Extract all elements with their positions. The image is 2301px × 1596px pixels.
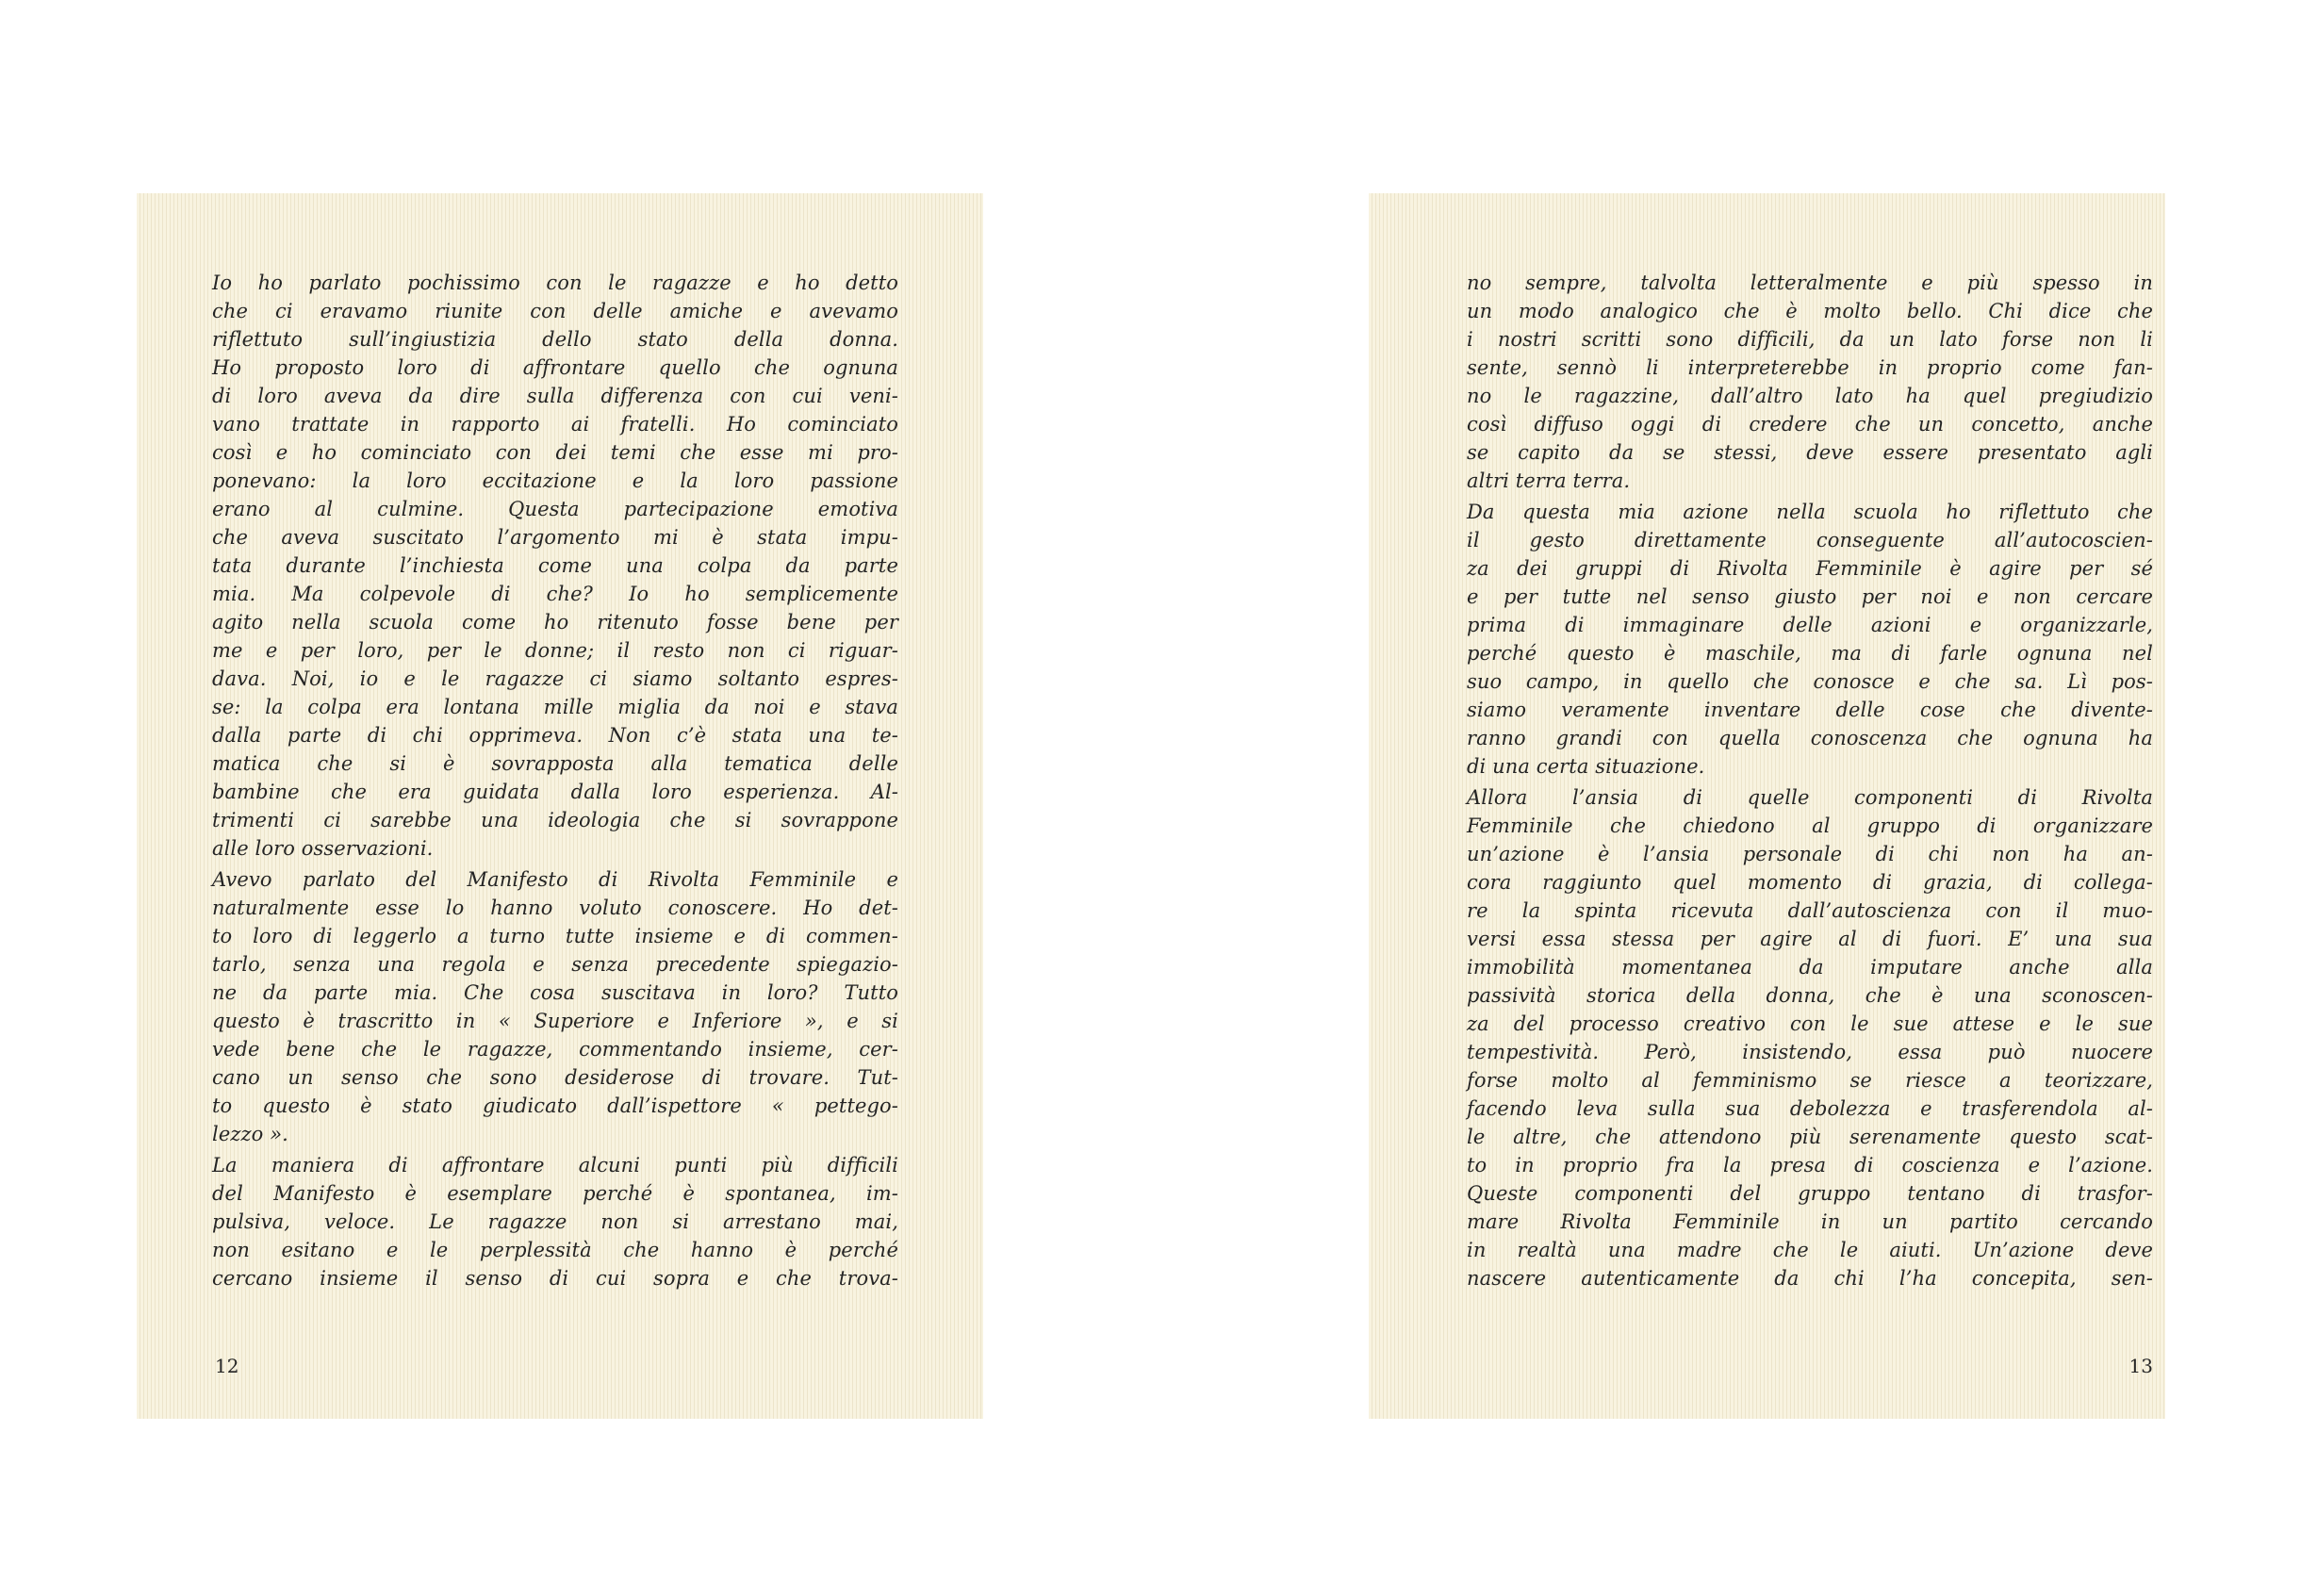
text-line: me e per loro, per le donne; il resto non ci riguar- [212,639,898,662]
text-line: cano un senso che sono desiderose di trovare. Tut- [212,1066,898,1089]
text-line: Da questa mia azione nella scuola ho riflettuto che [1467,501,2153,523]
page-right [1369,193,2165,1419]
text-line: così diffuso oggi di credere che un concetto, anche [1467,413,2153,436]
text-line: La maniera di affrontare alcuni punti più difficili [212,1154,898,1176]
text-line: naturalmente esse lo hanno voluto conoscere. Ho det- [212,897,898,919]
text-line: facendo leva sulla sua debolezza e trasferendola al- [1467,1097,2153,1120]
page-number-left: 12 [215,1355,239,1377]
text-line: ponevano: la loro eccitazione e la loro passione [212,469,898,492]
text-line: to loro di leggerlo a turno tutte insieme e di commen- [212,925,898,947]
text-line: ranno grandi con quella conoscenza che ognuna ha [1467,727,2153,749]
text-line: versi essa stessa per agire al di fuori. E’ una sua [1467,928,2153,950]
text-line: dalla parte di chi opprimeva. Non c’è stata una te- [212,724,898,747]
text-line: un’azione è l’ansia personale di chi non ha an- [1467,843,2153,865]
text-line: del Manifesto è esemplare perché è spontanea, im- [212,1182,898,1205]
text-line: suo campo, in quello che conosce e che sa. Lì pos- [1467,670,2153,693]
text-line: siamo veramente inventare delle cose che divente- [1467,699,2153,721]
text-line: matica che si è sovrapposta alla tematica delle [212,752,898,775]
text-line: non esitano e le perplessità che hanno è perché [212,1239,898,1261]
text-line: re la spinta ricevuta dall’autoscienza con il muo- [1467,899,2153,922]
text-line: tarlo, senza una regola e senza precedente spiegazio- [212,953,898,976]
text-line: za dei gruppi di Rivolta Femminile è agire per sé [1467,557,2153,580]
text-line: cercano insieme il senso di cui sopra e che trova- [212,1267,898,1290]
text-line: alle loro osservazioni. [212,837,434,860]
text-line: to in proprio fra la presa di coscienza e l’azione. [1467,1154,2153,1176]
text-column [1467,269,2153,1295]
text-line: Ho proposto loro di affrontare quello che ognuna [212,356,898,379]
text-line: trimenti ci sarebbe una ideologia che si sovrappone [212,809,898,831]
text-line: cora raggiunto quel momento di grazia, di collega- [1467,871,2153,894]
text-line: no sempre, talvolta letteralmente e più spesso in [1467,271,2153,294]
text-line: dava. Noi, io e le ragazze ci siamo soltanto espres- [212,667,898,690]
paragraph [1467,498,2153,781]
text-line: in realtà una madre che le aiuti. Un’azione deve [1467,1239,2153,1261]
text-line: Femminile che chiedono al gruppo di organizzare [1467,814,2153,837]
text-line: così e ho cominciato con dei temi che esse mi pro- [212,441,898,464]
text-line: e per tutte nel senso giusto per noi e non cercare [1467,585,2153,608]
text-line: se capito da se stessi, deve essere presentato agli [1467,441,2153,464]
text-line: Queste componenti del gruppo tentano di trasfor- [1467,1182,2153,1205]
text-line: pulsiva, veloce. Le ragazze non si arrestano mai, [212,1210,898,1233]
text-line: immobilità momentanea da imputare anche alla [1467,956,2153,979]
text-line: mare Rivolta Femminile in un partito cercando [1467,1210,2153,1233]
text-line: sente, sennò li interpreterebbe in proprio come fan- [1467,356,2153,379]
text-line: ne da parte mia. Che cosa suscitava in loro? Tutto [212,981,898,1004]
text-line: altri terra terra. [1467,469,1631,492]
text-line: se: la colpa era lontana mille miglia da noi e stava [212,696,898,718]
text-line: di una certa situazione. [1467,755,1705,778]
text-line: no le ragazzine, dall’altro lato ha quel pregiudizio [1467,385,2153,407]
text-line: bambine che era guidata dalla loro esperienza. Al- [212,781,898,803]
text-line: prima di immaginare delle azioni e organizzarle, [1467,614,2153,636]
text-line: za del processo creativo con le sue attese e le sue [1467,1012,2153,1035]
text-line: vano trattate in rapporto ai fratelli. Ho cominciato [212,413,898,436]
text-line: che aveva suscitato l’argomento mi è stata impu- [212,526,898,549]
text-line: i nostri scritti sono difficili, da un lato forse non li [1467,328,2153,351]
text-line: to questo è stato giudicato dall’ispettore « pettego- [212,1094,898,1117]
text-line: questo è trascritto in « Superiore e Inferiore », e si [212,1010,898,1032]
text-column [212,269,898,1295]
text-line: lezzo ». [212,1123,288,1145]
text-line: tempestività. Però, insistendo, essa può nuocere [1467,1041,2153,1063]
text-line: Allora l’ansia di quelle componenti di Rivolta [1467,786,2153,809]
text-line: mia. Ma colpevole di che? Io ho semplicemente [212,583,898,605]
text-line: Io ho parlato pochissimo con le ragazze e ho detto [212,271,898,294]
paragraph [212,865,898,1148]
text-line: che ci eravamo riunite con delle amiche e avevamo [212,300,898,322]
text-line: di loro aveva da dire sulla differenza con cui veni- [212,385,898,407]
page-number-right: 13 [2128,1355,2153,1377]
text-line: tata durante l’inchiesta come una colpa da parte [212,554,898,577]
text-line: il gesto direttamente conseguente all’autocoscien- [1467,529,2153,551]
paragraph [212,1151,898,1292]
text-line: erano al culmine. Questa partecipazione emotiva [212,498,898,520]
text-line: nascere autenticamente da chi l’ha concepita, sen- [1467,1267,2153,1290]
text-line: passività storica della donna, che è una sconoscen- [1467,984,2153,1007]
text-line: forse molto al femminismo se riesce a teorizzare, [1467,1069,2153,1092]
text-line: vede bene che le ragazze, commentando insieme, cer- [212,1038,898,1061]
text-line: le altre, che attendono più serenamente questo scat- [1467,1126,2153,1148]
paragraph [1467,783,2153,1292]
page-left [137,193,983,1419]
text-line: Avevo parlato del Manifesto di Rivolta Femminile e [212,868,898,891]
text-line: un modo analogico che è molto bello. Chi dice che [1467,300,2153,322]
paragraph [1467,269,2153,495]
text-line: riflettuto sull’ingiustizia dello stato della donna. [212,328,898,351]
text-line: agito nella scuola come ho ritenuto fosse bene per [212,611,898,633]
text-line: perché questo è maschile, ma di farle ognuna nel [1467,642,2153,665]
paragraph [212,269,898,863]
